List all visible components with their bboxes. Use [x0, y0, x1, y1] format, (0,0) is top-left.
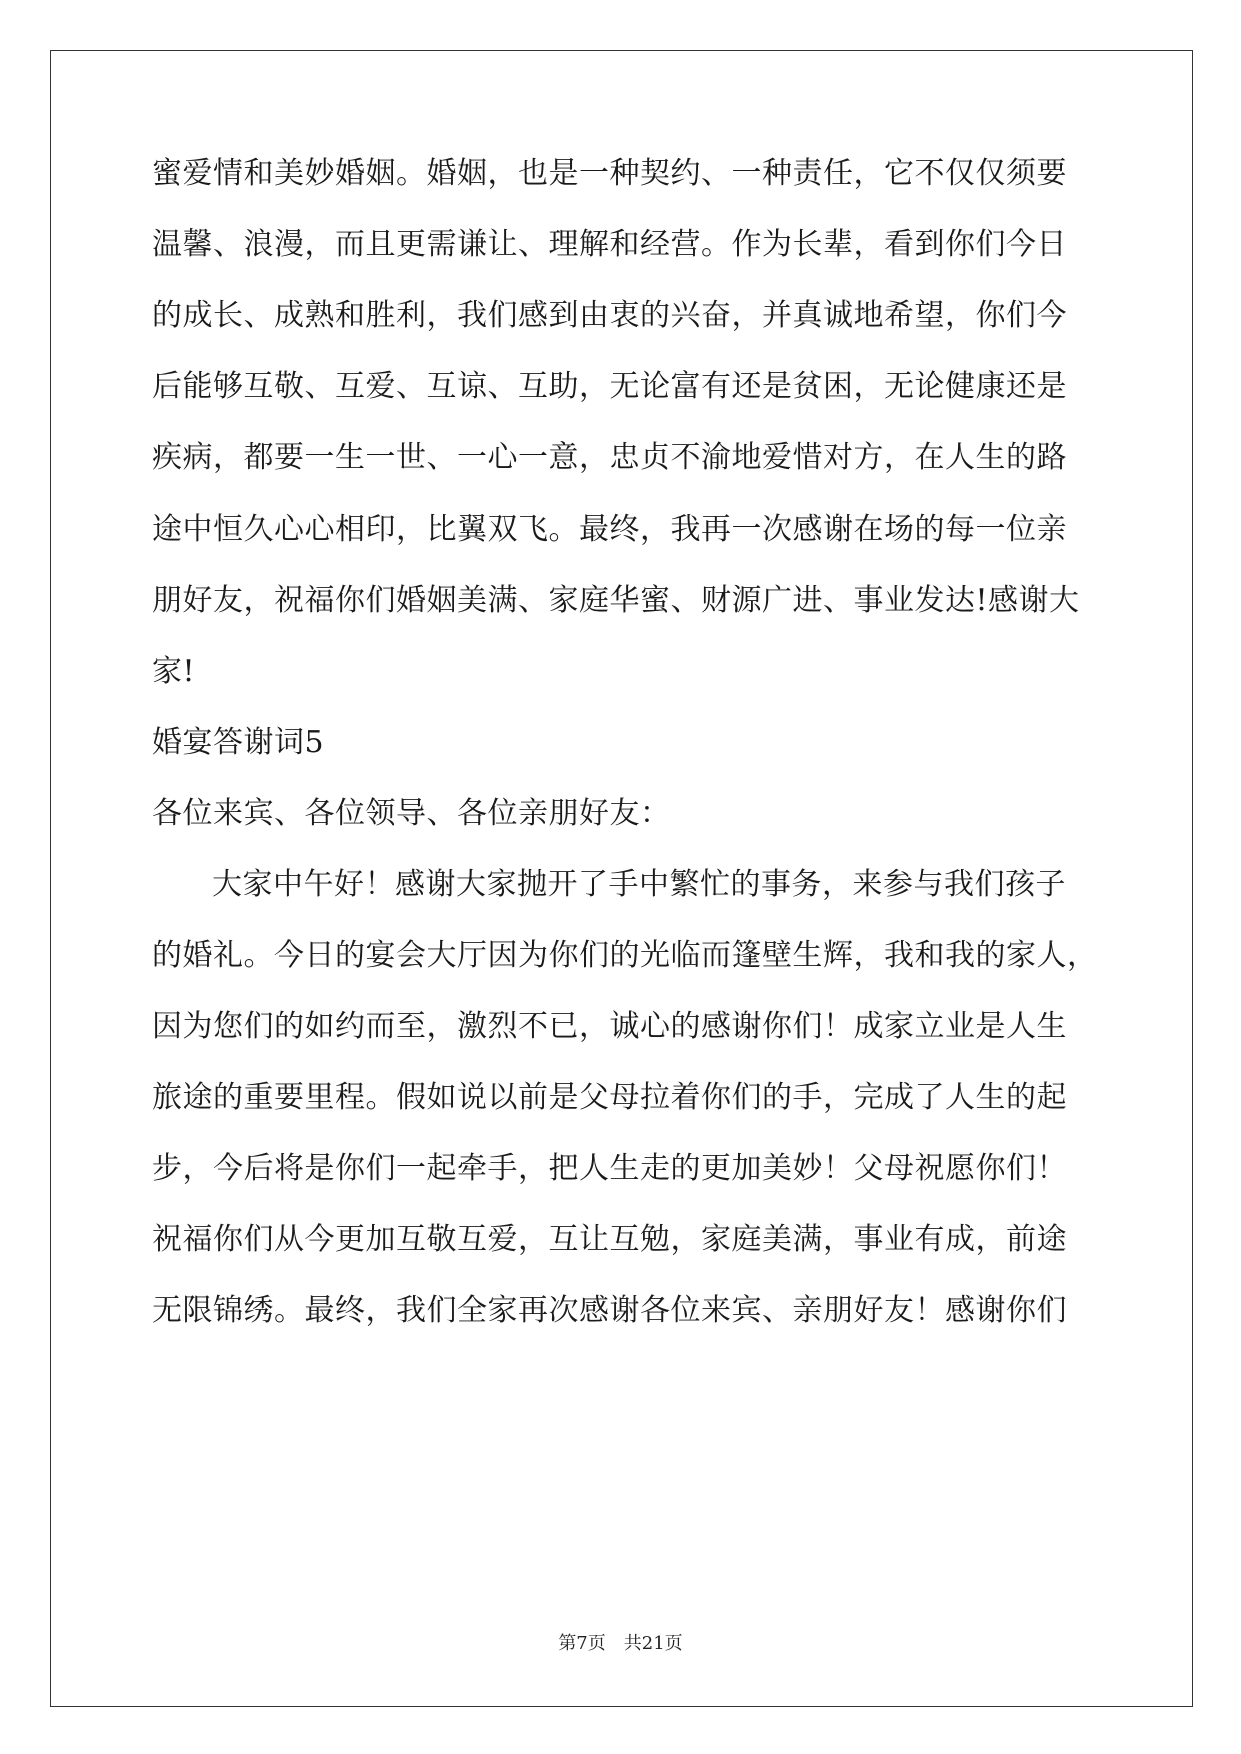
body-line: 因为您们的如约而至，激烈不已，诚心的感谢你们！成家立业是人生: [152, 1009, 1067, 1044]
section-heading: 婚宴答谢词5: [152, 725, 325, 760]
body-line: 家!: [152, 654, 196, 689]
body-line: 后能够互敬、互爱、互谅、互助，无论富有还是贫困，无论健康还是: [152, 369, 1067, 404]
body-line: 疾病，都要一生一世、一心一意，忠贞不渝地爱惜对方，在人生的路: [152, 440, 1067, 475]
body-line: 朋好友，祝福你们婚姻美满、家庭华蜜、财源广进、事业发达!感谢大: [152, 583, 1080, 618]
body-line: 蜜爱情和美妙婚姻。婚姻，也是一种契约、一种责任，它不仅仅须要: [152, 156, 1067, 191]
body-line: 旅途的重要里程。假如说以前是父母拉着你们的手，完成了人生的起: [152, 1080, 1067, 1115]
body-line: 步，今后将是你们一起牵手，把人生走的更加美妙！父母祝愿你们！: [152, 1151, 1067, 1186]
salutation: 各位来宾、各位领导、各位亲朋好友：: [152, 796, 671, 831]
body-line: 途中恒久心心相印，比翼双飞。最终，我再一次感谢在场的每一位亲: [152, 512, 1067, 547]
body-line: 祝福你们从今更加互敬互爱，互让互勉，家庭美满，事业有成，前途: [152, 1222, 1067, 1257]
paragraph-first-line: 大家中午好！感谢大家抛开了手中繁忙的事务，来参与我们孩子: [212, 867, 1066, 902]
body-line: 温馨、浪漫，而且更需谦让、理解和经营。作为长辈，看到你们今日: [152, 227, 1067, 262]
body-line: 无限锦绣。最终，我们全家再次感谢各位来宾、亲朋好友！感谢你们: [152, 1293, 1067, 1328]
body-line: 的成长、成熟和胜利，我们感到由衷的兴奋，并真诚地希望，你们今: [152, 298, 1067, 333]
body-line: 的婚礼。今日的宴会大厅因为你们的光临而篷壁生辉，我和我的家人，: [152, 938, 1098, 973]
page-number-footer: 第7页 共21页: [558, 1633, 683, 1654]
